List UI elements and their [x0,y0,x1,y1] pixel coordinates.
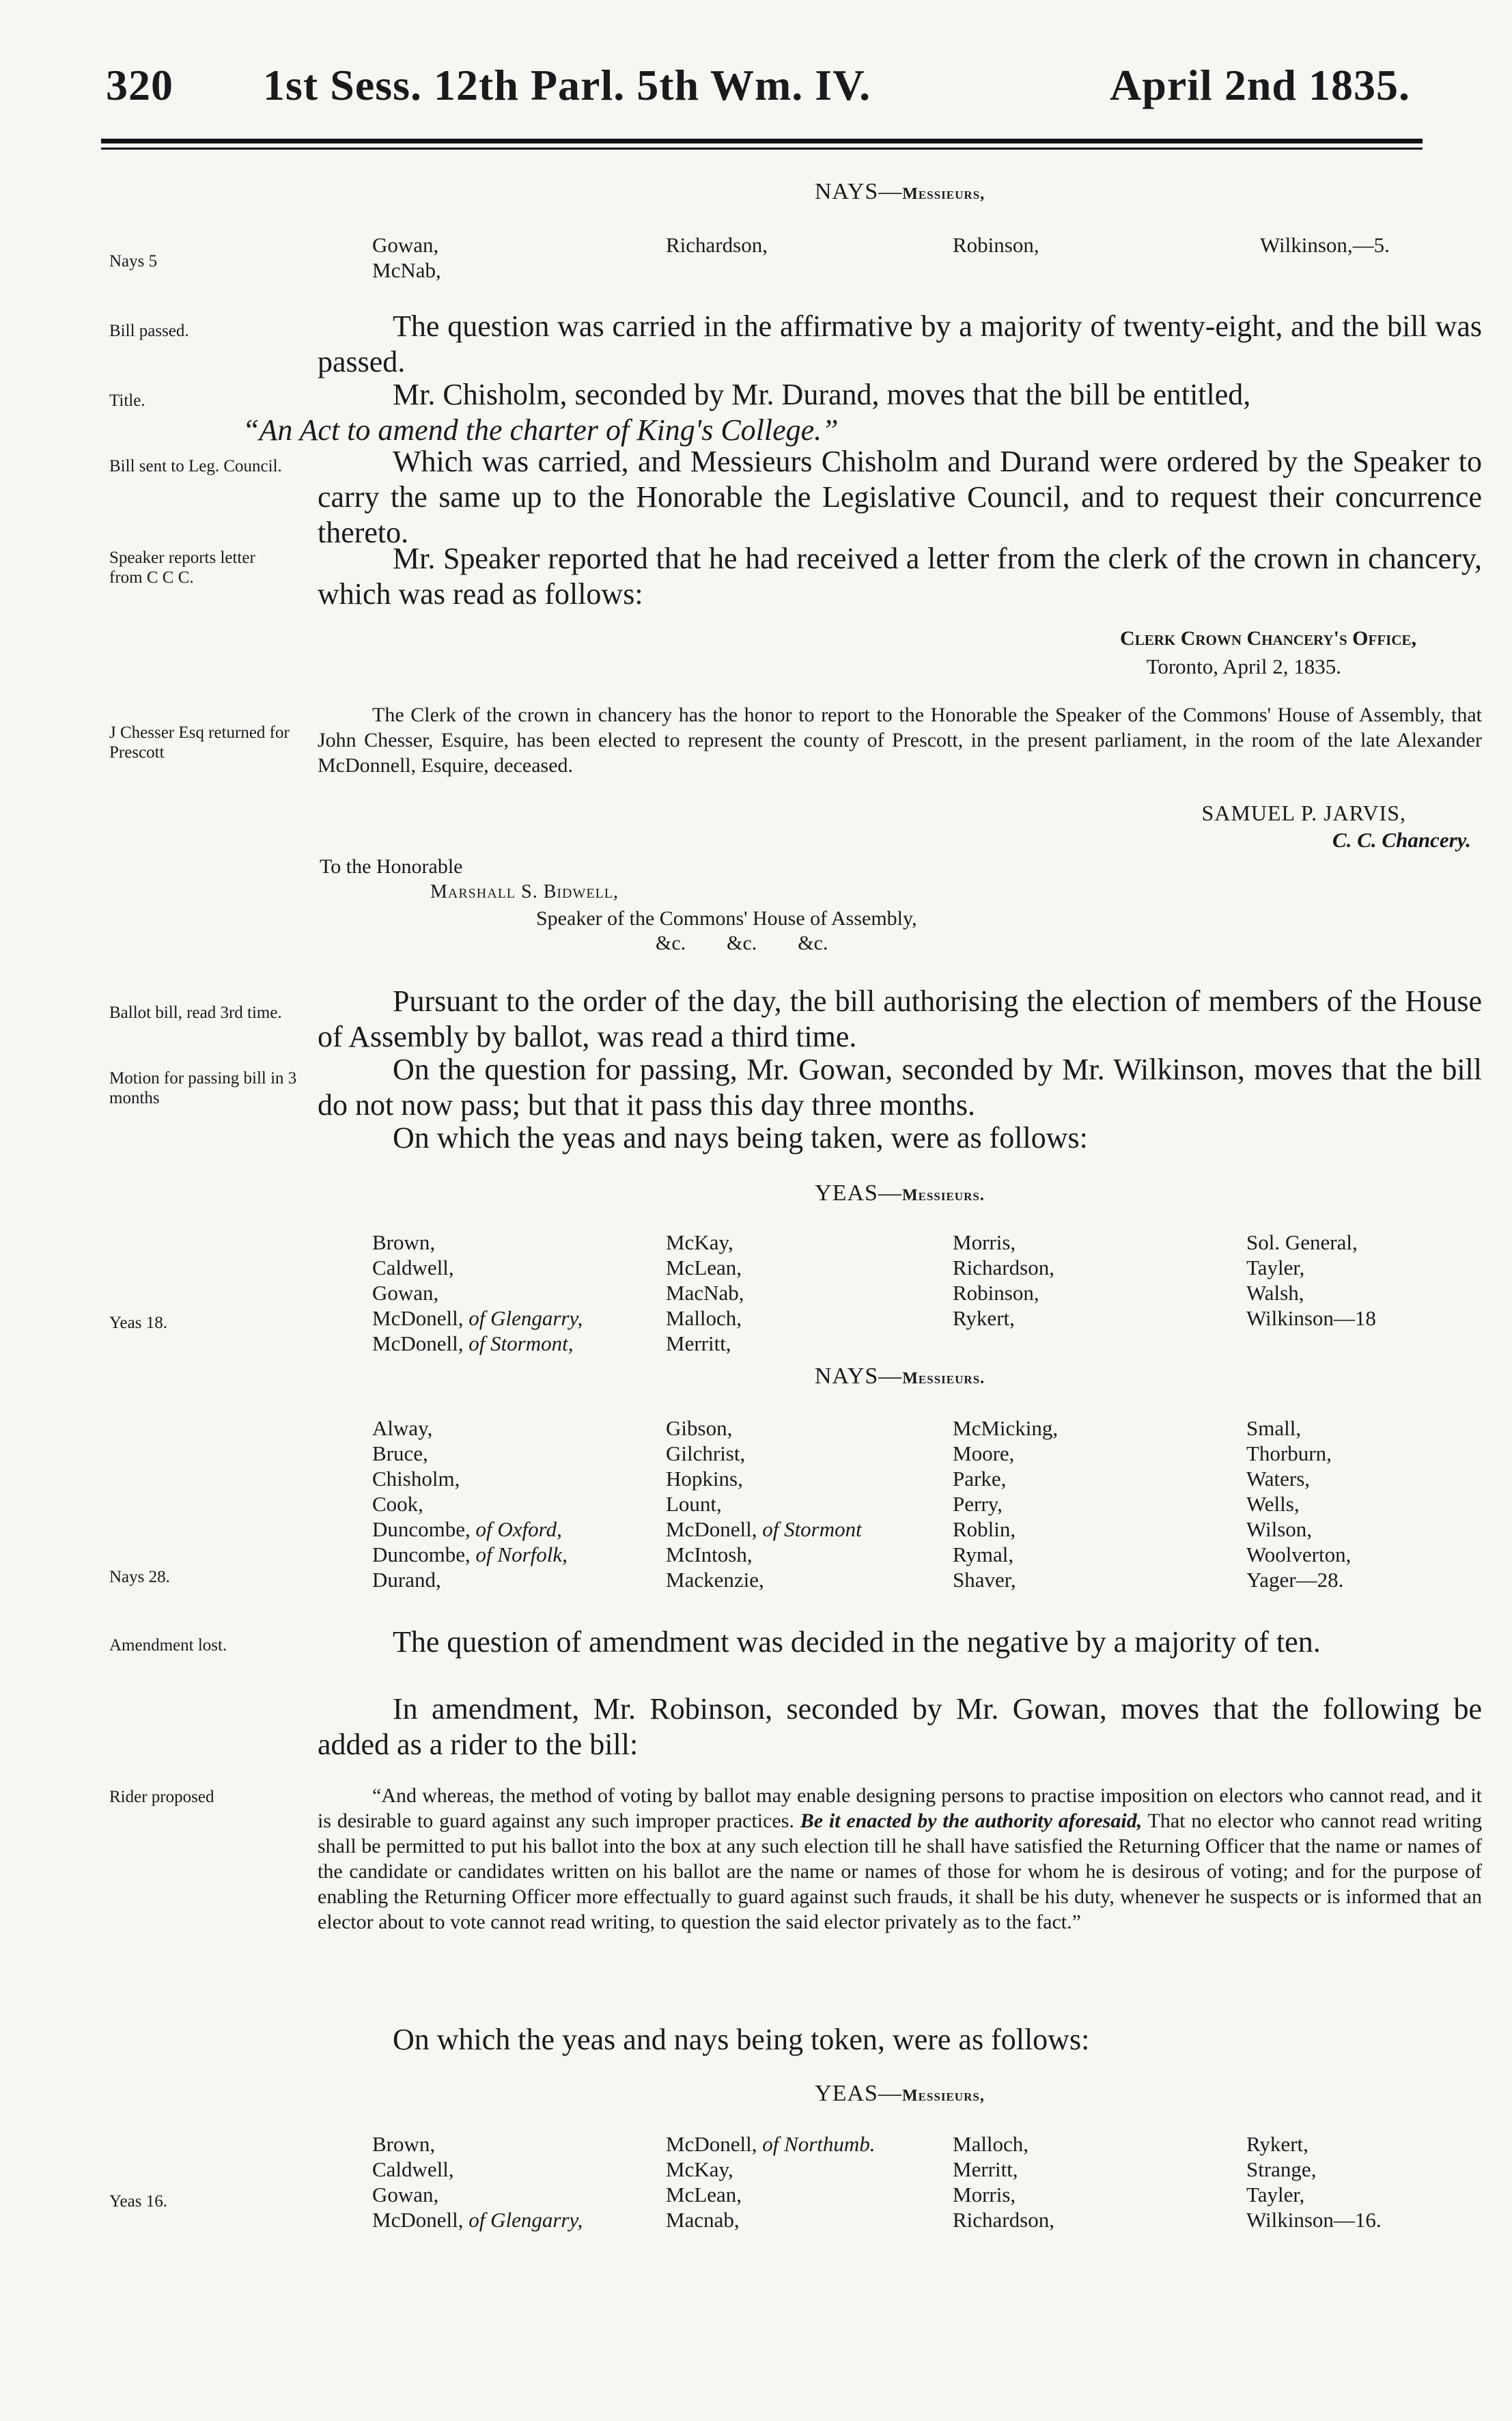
paragraph: Pursuant to the order of the day, the bill authorising the election of members of the House of Assembly by ballot, was read a third time. [318,984,1482,1053]
name-column [372,2131,583,2232]
member-name: McNab, [372,258,441,282]
member-name: Mackenzie, [666,1568,764,1592]
margin-note: Nays 28. [109,1568,170,1586]
member-name: Wilkinson—16. [1246,2208,1382,2232]
member-name: Morris, [953,2183,1016,2206]
member-name: Lount, [666,1492,722,1516]
paragraph: On which the yeas and nays being taken, were as follows: [393,1121,1088,1154]
member-name: MacNab, [666,1281,744,1305]
paragraph: The question of amendment was decided in the negative by a majority of ten. [393,1625,1321,1659]
member-name: Gilchrist, [666,1441,746,1465]
member-name: Wells, [1246,1492,1300,1516]
member-name: Alway, [372,1416,433,1440]
letter-date: Toronto, April 2, 1835. [1146,654,1341,678]
member-name: Perry, [953,1492,1003,1516]
margin-note: Speaker reports letter from C C C. [109,549,255,587]
margin-note: Ballot bill, read 3rd time. [109,1004,282,1022]
member-name: Sol. General, [1246,1230,1358,1254]
nays-heading: NAYS—Messieurs. [814,1364,985,1389]
name-column [1246,2131,1382,2232]
member-name: Shaver, [953,1568,1016,1592]
member-name: Moore, [953,1441,1015,1465]
letter-addressee: Marshall S. Bidwell, [430,881,619,902]
margin-note: Motion for passing bill in 3 months [109,1069,297,1107]
member-name: Durand, [372,1568,441,1592]
member-name: Merritt, [953,2157,1018,2181]
page-number: 320 [106,61,173,109]
member-name: Brown, [372,1230,436,1254]
margin-note: Yeas 16. [109,2192,167,2211]
name-column [1260,232,1390,258]
member-name: McLean, [666,2183,742,2206]
letter-office: Clerk Crown Chancery's Office, [1120,627,1416,650]
yeas-heading: YEAS—Messieurs. [815,1180,985,1206]
member-name: Robinson, [953,233,1039,257]
member-name: Rymal, [953,1542,1014,1566]
member-name: Strange, [1246,2157,1317,2181]
member-name: Caldwell, [372,1256,454,1279]
name-column [953,1230,1054,1331]
letter-addressee-title: Speaker of the Commons' House of Assembly, [536,907,917,930]
member-name: Brown, [372,2132,436,2156]
margin-note: Title. [109,391,145,410]
member-name: Woolverton, [1246,1542,1352,1566]
member-name: Gibson, [666,1416,733,1440]
member-name: Wilson, [1246,1517,1313,1541]
nays-heading: NAYS—Messieurs, [814,179,985,204]
header-rule-thick [101,139,1423,143]
member-name: Thorburn, [1246,1441,1332,1465]
member-name: Parke, [953,1467,1007,1491]
member-name: McLean, [666,1256,742,1279]
member-name: McKay, [666,2157,733,2181]
member-name: Malloch, [666,1306,742,1330]
name-column [1246,1230,1376,1331]
member-name: McDonell, of Northumb. [666,2132,876,2156]
member-name: Gowan, [372,1281,439,1305]
header-date: April 2nd 1835. [1110,61,1410,109]
member-name: Robinson, [953,1281,1039,1305]
member-name: Walsh, [1246,1281,1304,1305]
member-name: Morris, [953,1230,1016,1254]
name-column [372,1415,568,1592]
name-column [666,1230,744,1356]
member-name: Wilkinson—18 [1246,1306,1376,1330]
page-header [99,60,1424,122]
member-name: McDonell, of Stormont [666,1517,862,1541]
letter-signature: SAMUEL P. JARVIS, [1201,801,1406,825]
name-column [666,232,768,258]
member-name: Merritt, [666,1331,731,1355]
margin-note: Bill passed. [109,322,189,340]
member-name: Yager—28. [1246,1568,1344,1592]
rider-text: “And whereas, the method of voting by ballot may enable designing persons to practise imposition on electors who cannot read, and it is desirable to guard against any such improper practices. Be it enacted by the authority aforesaid, That no elector who cannot read writing shall be permitted to put his ballot into the box at any such election till he shall have satisfied the Returning Officer that the name or names of the candidate or candidates written on his ballot are the name or names of those for whom he is desirous of voting; and for the purpose of enabling the Returning Officer more effectually to guard against such frauds, it shall be his duty, whenever he suspects or is informed that an elector about to vote cannot read writing, to question the said elector privately as to the fact.” [318,1784,1483,1933]
paragraph: On the question for passing, Mr. Gowan, seconded by Mr. Wilkinson, moves that the bill do not now pass; but that it pass this day three months. [318,1053,1482,1122]
member-name: Hopkins, [666,1467,743,1491]
name-column [666,1415,862,1592]
member-name: Roblin, [953,1517,1016,1541]
margin-note: Amendment lost. [109,1636,227,1655]
letter-to: To the Honorable [320,855,463,878]
member-name: Malloch, [953,2132,1029,2156]
yeas-heading: YEAS—Messieurs, [815,2081,985,2106]
member-name: Waters, [1246,1467,1311,1491]
letter-etc: &c. &c. &c. [656,932,828,954]
name-column [953,1415,1058,1592]
member-name: Rykert, [953,1306,1015,1330]
letter-signature-title: C. C. Chancery. [1332,828,1471,852]
member-name: Caldwell, [372,2157,454,2181]
margin-note: Yeas 18. [109,1314,167,1332]
name-column [372,1230,583,1356]
margin-note: J Chesser Esq returned for Prescott [109,723,290,762]
member-name: McDonell, of Glengarry, [372,1306,583,1330]
name-column [953,232,1039,258]
member-name: Rykert, [1246,2132,1308,2156]
member-name: Duncombe, of Oxford, [372,1517,562,1541]
name-column [372,232,441,283]
member-name: McIntosh, [666,1542,753,1566]
margin-note: Bill sent to Leg. Council. [109,457,282,475]
member-name: Richardson, [953,1256,1054,1279]
member-name: Gowan, [372,233,439,257]
member-name: Small, [1246,1416,1302,1440]
name-column [953,2131,1054,2232]
member-name: Macnab, [666,2208,740,2232]
member-name: Tayler, [1246,1256,1305,1279]
paragraph: On which the yeas and nays being token, were as follows: [393,2023,1090,2056]
paragraph: In amendment, Mr. Robinson, seconded by Mr. Gowan, moves that the following be added as a rider to the bill: [318,1692,1482,1761]
member-name: Richardson, [666,233,768,257]
member-name: Cook, [372,1492,423,1516]
margin-note: Rider proposed [109,1788,214,1806]
letter-body: The Clerk of the crown in chancery has the honor to report to the Honorable the Speaker of the Commons' House of Assembly, that John Chesser, Esquire, has been elected to represent the county of Prescott, in the present parliament, in the room of the late Alexander McDonnell, Esquire, deceased. [318,704,1482,777]
member-name: Bruce, [372,1441,428,1465]
member-name: Richardson, [953,2208,1054,2232]
member-name: McKay, [666,1230,733,1254]
name-column [666,2131,876,2232]
paragraph: Mr. Chisholm, seconded by Mr. Durand, moves that the bill be entitled, “An Act to amend the charter of King's College.” [242,378,1251,447]
member-name: Chisholm, [372,1467,460,1491]
member-name: Wilkinson,—5. [1260,233,1390,257]
member-name: Duncombe, of Norfolk, [372,1542,568,1566]
name-column [1246,1415,1351,1592]
paragraph: The question was carried in the affirmative by a majority of twenty-eight, and the bill was passed. [318,309,1482,378]
paragraph: Which was carried, and Messieurs Chisholm and Durand were ordered by the Speaker to carry the same up to the Honorable the Legislative Council, and to request their concurrence thereto. [318,445,1482,549]
member-name: Tayler, [1246,2183,1305,2206]
margin-note: Nays 5 [109,252,158,271]
member-name: McDonell, of Glengarry, [372,2208,583,2232]
session-title: 1st Sess. 12th Parl. 5th Wm. IV. [263,61,871,109]
header-rule-thin [101,148,1423,150]
member-name: Gowan, [372,2183,439,2206]
member-name: McMicking, [953,1416,1059,1440]
member-name: McDonell, of Stormont, [372,1331,574,1355]
paragraph: Mr. Speaker reported that he had received a letter from the clerk of the crown in chancery, which was read as follows: [318,542,1482,611]
